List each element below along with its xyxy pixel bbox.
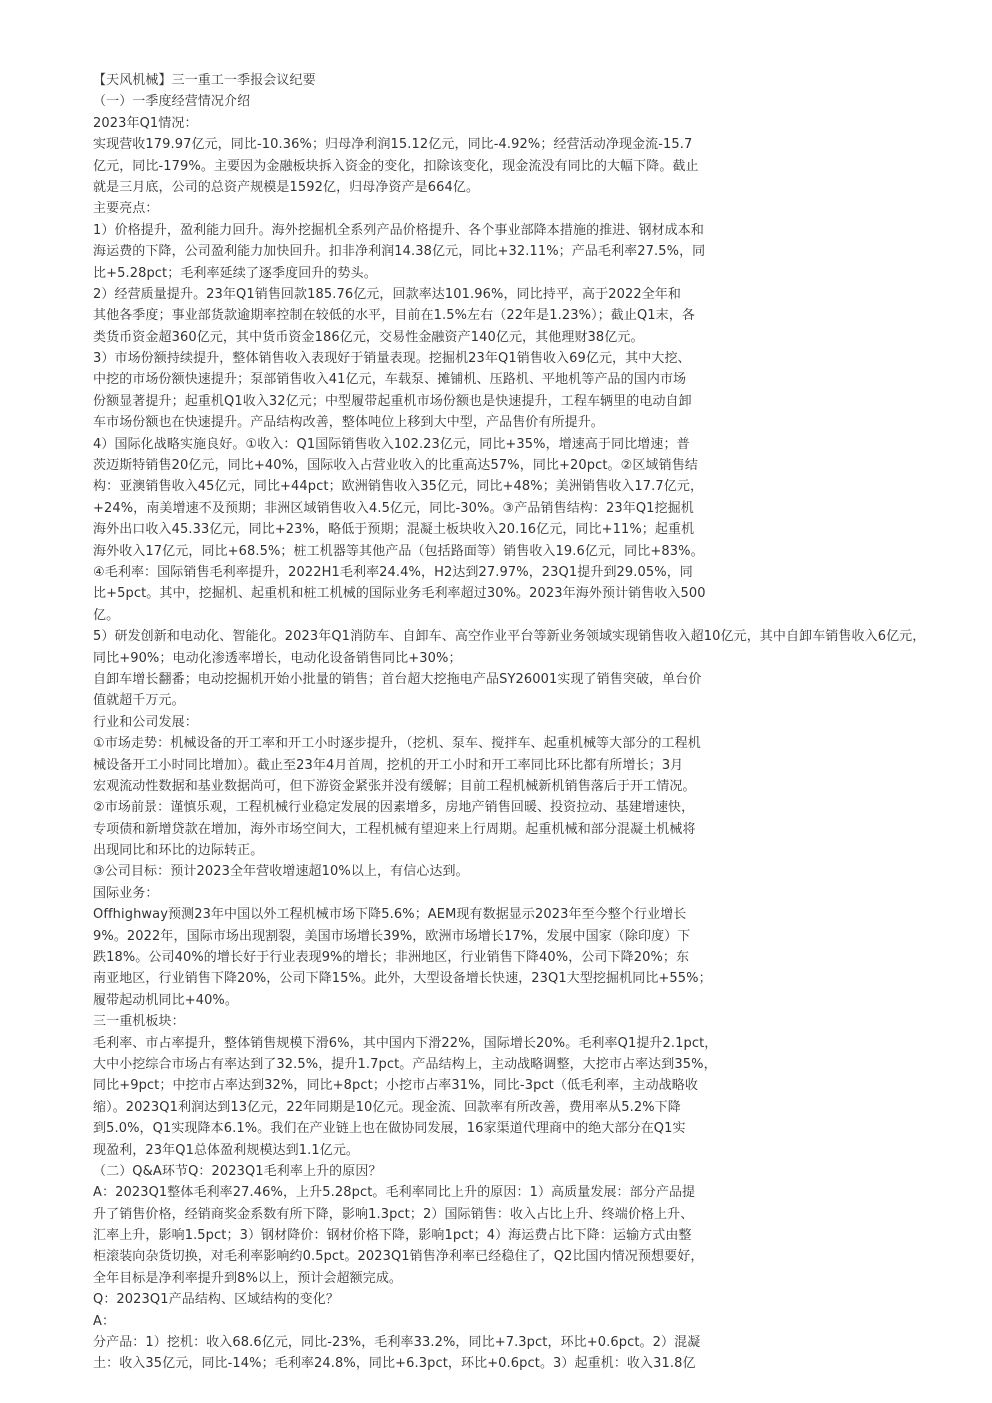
document-line: 三一重机板块：: [93, 1014, 185, 1030]
document-line: 值就超千万元。: [93, 693, 185, 709]
document-line: 土：收入35亿元，同比-14%；毛利率24.8%，同比+6.3pct，环比+0.6pct。3）起重机：收入31.8亿: [93, 1356, 696, 1372]
document-line: 升了销售价格，经销商奖金系数有所下降，影响1.3pct；2）国际销售：收入占比上升、终端价格上升、: [93, 1206, 694, 1222]
document-line: 亿元，同比-179%。主要因为金融板块拆入资金的变化，扣除该变化，现金流没有同比的大幅下降。截止: [93, 158, 699, 174]
document-line: 4）国际化战略实施良好。①收入：Q1国际销售收入102.23亿元，同比+35%，增速高于同比增速；普: [93, 436, 690, 452]
document-line: 宏观流动性数据和基业数据尚可，但下游资金紧张并没有缓解；目前工程机械新机销售落后于开工情况。: [93, 778, 696, 794]
document-line: ①市场走势：机械设备的开工率和开工小时逐步提升，（挖机、泵车、搅拌车、起重机械等大部分的工程机: [93, 736, 701, 752]
document-line: 2）经营质量提升。23年Q1销售回款185.76亿元，回款率达101.96%，同比持平，高于2022全年和: [93, 286, 682, 302]
document-line: 柜滚装向杂货切换，对毛利率影响约0.5pct。2023Q1销售净利率已经稳住了，Q2比国内情况预想要好，: [93, 1249, 704, 1265]
document-line: 分产品：1）挖机：收入68.6亿元，同比-23%，毛利率33.2%，同比+7.3pct，环比+0.6pct。2）混凝: [93, 1335, 701, 1351]
document-line: +24%，南美增速不及预期；非洲区域销售收入4.5亿元，同比-30%。③产品销售结构：23年Q1挖掘机: [93, 500, 694, 516]
document-line: 实现营收179.97亿元，同比-10.36%；归母净利润15.12亿元，同比-4.92%；经营活动净现金流-15.7: [93, 137, 693, 153]
document-line: ③公司目标：预计2023全年营收增速超10%以上，有信心达到。: [93, 864, 469, 880]
document-line: （一）一季度经营情况介绍: [93, 94, 251, 110]
document-line: 类货币资金超360亿元，其中货币资金186亿元，交易性金融资产140亿元，其他理财38亿元。: [93, 329, 644, 345]
document-line: 5）研发创新和电动化、智能化。2023年Q1消防车、自卸车、高空作业平台等新业务领域实现销售收入超10亿元，其中自卸车销售收入6亿元，: [93, 629, 926, 645]
document-line: 就是三月底，公司的总资产规模是1592亿，归母净资产是664亿。: [93, 179, 480, 195]
document-line: 1）价格提升，盈利能力回升。海外挖掘机全系列产品价格提升、各个事业部降本措施的推进、钢材成本和: [93, 222, 704, 238]
document-line: 跌18%。公司40%的增长好于行业表现9%的增长；非洲地区，行业销售下降40%，公司下降20%；东: [93, 950, 690, 966]
document-line: Offhighway预测23年中国以外工程机械市场下降5.6%；AEM现有数据显示2023年至今整个行业增长: [93, 907, 687, 923]
document-line: 比+5pct。其中，挖掘机、起重机和桩工机械的国际业务毛利率超过30%。2023年海外预计销售收入500: [93, 586, 706, 602]
document-line: 行业和公司发展：: [93, 714, 198, 730]
document-line: 到5.0%，Q1实现降本6.1%。我们在产业链上也在做协同发展，16家渠道代理商中的绝大部分在Q1实: [93, 1121, 686, 1137]
document-line: 海外出口收入45.33亿元，同比+23%，略低于预期；混凝土板块收入20.16亿元，同比+11%；起重机: [93, 522, 695, 538]
document-line: 海外收入17亿元，同比+68.5%；桩工机器等其他产品（包括路面等）销售收入19.6亿元，同比+83%。: [93, 543, 704, 559]
document-line: 主要亮点：: [93, 201, 159, 217]
document-line: ②市场前景：谨慎乐观，工程机械行业稳定发展的因素增多，房地产销售回暖、投资拉动、基建增速快，: [93, 800, 695, 816]
document-line: 缩）。2023Q1利润达到13亿元，22年同期是10亿元。现金流、回款率有所改善，费用率从5.2%下降: [93, 1099, 681, 1115]
document-line: 同比+9pct；中挖市占率达到32%，同比+8pct；小挖市占率31%，同比-3pct（低毛利率，主动战略收: [93, 1078, 698, 1094]
document-line: 中挖的市场份额快速提升；泵部销售收入41亿元，车载泵、摊铺机、压路机、平地机等产品的国内市场: [93, 372, 687, 388]
document-line: ④毛利率：国际销售毛利率提升，2022H1毛利率24.4%，H2达到27.97%，23Q1提升到29.05%，同: [93, 564, 693, 580]
document-line: 履带起动机同比+40%。: [93, 992, 238, 1008]
document-line: Q：2023Q1产品结构、区域结构的变化？: [93, 1292, 339, 1308]
document-line: 3）市场份额持续提升，整体销售收入表现好于销量表现。挖掘机23年Q1销售收入69亿元，其中大挖、: [93, 351, 691, 367]
document-line: 海运费的下降，公司盈利能力加快回升。扣非净利润14.38亿元，同比+32.11%；产品毛利率27.5%，同: [93, 244, 706, 260]
document-line: 械设备开工小时同比增加）。截止至23年4月首周，挖机的开工小时和开工率同比环比都有所增长；3月: [93, 757, 684, 773]
document-line: 自卸车增长翻番；电动挖掘机开始小批量的销售；首台超大挖拖电产品SY26001实现了销售突破，单台价: [93, 671, 702, 687]
document-line: 出现同比和环比的边际转正。: [93, 843, 264, 859]
document-line: 亿。: [93, 607, 120, 623]
document-line: 【天风机械】三一重工一季报会议纪要: [93, 73, 316, 88]
document-line: A：2023Q1整体毛利率27.46%，上升5.28pct。毛利率同比上升的原因：1）高质量发展：部分产品提: [93, 1185, 696, 1201]
document-line: 9%。2022年，国际市场出现割裂，美国市场增长39%，欧洲市场增长17%，发展中国家（除印度）下: [93, 928, 691, 944]
document-line: 现盈利，23年Q1总体盈利规模达到1.1亿元。: [93, 1142, 360, 1158]
document-line: 汇率上升，影响1.5pct；3）钢材降价：钢材价格下降，影响1pct；4）海运费占比下降：运输方式由整: [93, 1228, 692, 1244]
document-line: 大中小挖综合市场占有率达到了32.5%，提升1.7pct。产品结构上，主动战略调整，大挖市占率达到35%，: [93, 1056, 717, 1072]
document-line: 份额显著提升；起重机Q1收入32亿元；中型履带起重机市场份额也是快速提升，工程车辆里的电动自卸: [93, 393, 692, 409]
document-line: 其他各季度；事业部货款逾期率控制在较低的水平，目前在1.5%左右（22年是1.23%）；截止Q1末，各: [93, 308, 695, 324]
document-line: 茨迈斯特销售20亿元，同比+40%，国际收入占营业收入的比重高达57%，同比+20pct。②区域销售结: [93, 458, 698, 474]
document-body: [93, 70, 973, 1375]
document-line: 国际业务：: [93, 885, 159, 901]
document-line: 2023年Q1情况：: [93, 115, 198, 131]
document-line: 专项债和新增贷款在增加，海外市场空间大，工程机械有望迎来上行周期。起重机械和部分混凝土机械将: [93, 821, 696, 837]
document-line: 毛利率、市占率提升，整体销售规模下滑6%，其中国内下滑22%，国际增长20%。毛利率Q1提升2.1pct，: [93, 1035, 718, 1051]
document-line: 比+5.28pct；毛利率延续了逐季度回升的势头。: [93, 265, 377, 281]
document-line: A：: [93, 1313, 116, 1329]
document-line: 车市场份额也在快速提升。产品结构改善，整体吨位上移到大中型，产品售价有所提升。: [93, 415, 604, 431]
document-line: 全年目标是净利率提升到8%以上，预计会超额完成。: [93, 1270, 403, 1286]
document-line: 构：亚澳销售收入45亿元，同比+44pct；欧洲销售收入35亿元，同比+48%；美洲销售收入17.7亿元，: [93, 479, 704, 495]
document-line: 南亚地区，行业销售下降20%，公司下降15%。此外，大型设备增长快速，23Q1大型挖掘机同比+55%；: [93, 971, 712, 987]
document-line: （二）Q&A环节Q：2023Q1毛利率上升的原因？: [93, 1163, 382, 1179]
document-line: 同比+90%；电动化渗透率增长，电动化设备销售同比+30%；: [93, 650, 462, 666]
meeting-minutes-document: [93, 70, 973, 1375]
